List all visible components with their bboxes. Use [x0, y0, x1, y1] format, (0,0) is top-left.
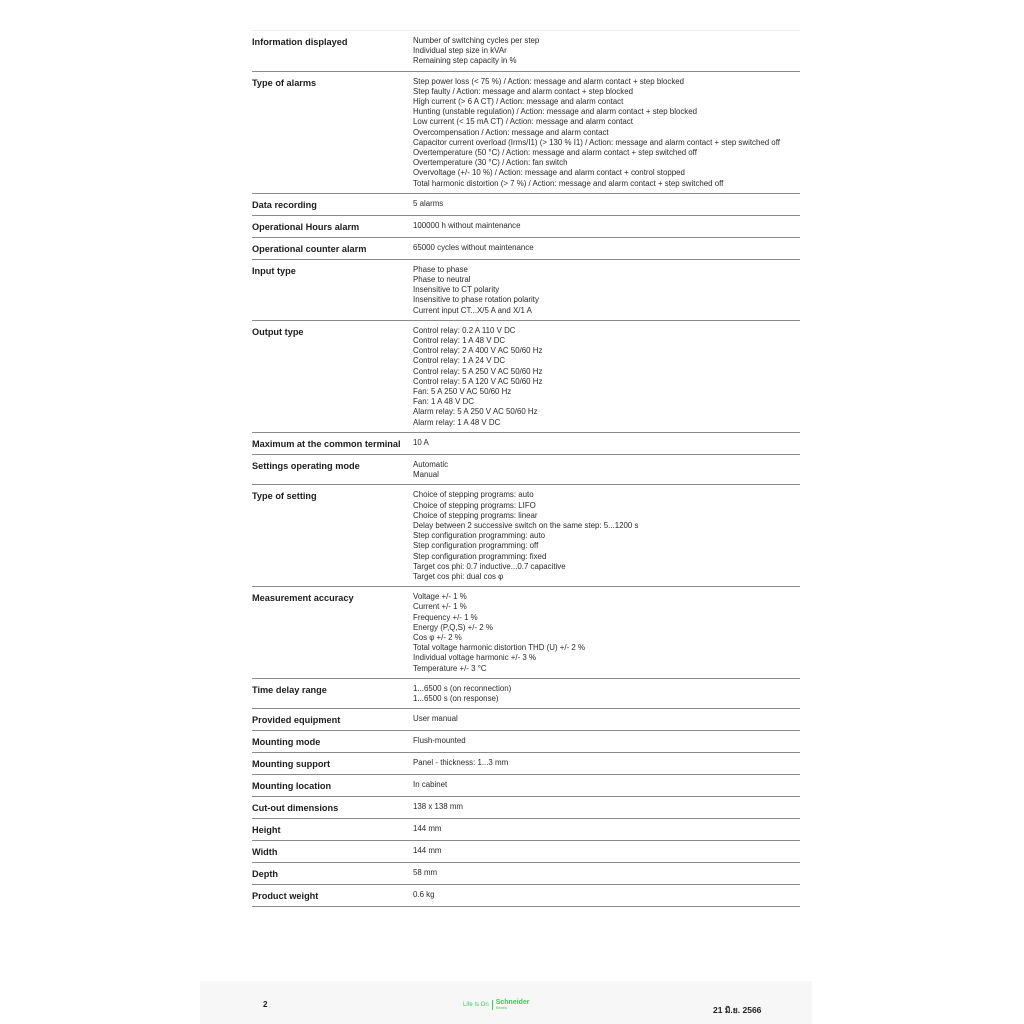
spec-value: 138 x 138 mm	[413, 802, 463, 812]
spec-value: 144 mm	[413, 846, 442, 856]
spec-value: High current (> 6 A CT) / Action: message and alarm contact	[413, 97, 624, 107]
spec-value: Number of switching cycles per step	[413, 36, 540, 45]
spec-label: Height	[252, 825, 281, 836]
spec-label: Mounting location	[252, 781, 332, 792]
spec-value: Control relay: 1 A 24 V DC	[413, 356, 506, 366]
spec-values	[413, 890, 800, 902]
spec-value: Frequency +/- 1 %	[413, 612, 478, 622]
spec-value: Step faulty / Action: message and alarm contact + step blocked	[413, 86, 633, 96]
spec-values	[413, 824, 800, 836]
spec-value: 1...6500 s (on response)	[413, 693, 499, 703]
footer-date: 21 มิ.ย. 2566	[713, 1005, 762, 1015]
spec-row	[252, 320, 800, 432]
spec-label: Settings operating mode	[252, 460, 360, 471]
spec-row	[252, 708, 800, 730]
spec-values	[413, 221, 800, 233]
spec-values	[413, 490, 800, 582]
spec-label: Time delay range	[252, 684, 327, 695]
spec-values	[413, 243, 800, 255]
spec-value: Insensitive to phase rotation polarity	[413, 295, 539, 305]
spec-value: Total voltage harmonic distortion THD (U) +/- 2 %	[413, 643, 585, 653]
spec-row	[252, 840, 800, 862]
spec-label: Mounting support	[252, 759, 331, 770]
spec-value: Phase to neutral	[413, 275, 471, 285]
spec-value: Energy (P,Q,S) +/- 2 %	[413, 622, 493, 632]
spec-value: Delay between 2 successive switch on the same step: 5...1200 s	[413, 520, 639, 530]
spec-value: Alarm relay: 1 A 48 V DC	[413, 417, 501, 427]
spec-value: Step configuration programming: auto	[413, 531, 546, 541]
spec-values	[413, 592, 800, 674]
spec-value: Alarm relay: 5 A 250 V AC 50/60 Hz	[413, 407, 538, 417]
spec-value: Step power loss (< 75 %) / Action: message and alarm contact + step blocked	[413, 76, 685, 86]
spec-value: Target cos phi: dual cos φ	[413, 571, 504, 581]
spec-row	[252, 484, 800, 586]
spec-label: Maximum at the common terminal	[252, 438, 401, 449]
spec-value: Fan: 5 A 250 V AC 50/60 Hz	[413, 387, 512, 397]
spec-value: Current +/- 1 %	[413, 602, 467, 612]
spec-label: Data recording	[252, 199, 317, 210]
spec-values	[413, 77, 800, 189]
spec-value: Control relay: 5 A 250 V AC 50/60 Hz	[413, 366, 543, 376]
spec-label: Product weight	[252, 891, 319, 902]
spec-value: Voltage +/- 1 %	[413, 592, 467, 602]
spec-row	[252, 454, 800, 484]
spec-row	[252, 774, 800, 796]
spec-row	[252, 678, 800, 708]
spec-value: Choice of stepping programs: LIFO	[413, 500, 536, 510]
spec-value: Hunting (unstable regulation) / Action: message and alarm contact + step blocked	[413, 107, 698, 117]
spec-values	[413, 326, 800, 428]
spec-row	[252, 818, 800, 840]
spec-values	[413, 438, 800, 450]
spec-value: Control relay: 1 A 48 V DC	[413, 336, 506, 346]
spec-label: Type of alarms	[252, 77, 317, 88]
spec-value: Remaining step capacity in %	[413, 56, 517, 66]
spec-value: Fan: 1 A 48 V DC	[413, 397, 474, 407]
spec-row	[252, 862, 800, 884]
spec-value: Choice of stepping programs: auto	[413, 490, 534, 500]
spec-value: Individual voltage harmonic +/- 3 %	[413, 653, 537, 663]
spec-label: Width	[252, 847, 278, 858]
spec-values	[413, 714, 800, 726]
spec-value: Control relay: 2 A 400 V AC 50/60 Hz	[413, 346, 543, 356]
brand-logo	[463, 999, 530, 1010]
spec-row	[252, 586, 800, 678]
spec-label: Output type	[252, 326, 304, 337]
spec-table	[252, 30, 800, 907]
spec-label: Information displayed	[252, 37, 348, 47]
spec-value: Insensitive to CT polarity	[413, 285, 500, 295]
spec-row	[252, 30, 800, 71]
spec-value: Overtemperature (30 °C) / Action: fan switch	[413, 158, 568, 168]
spec-value: 58 mm	[413, 868, 438, 878]
spec-value: Panel - thickness: 1...3 mm	[413, 758, 509, 768]
spec-row	[252, 730, 800, 752]
spec-value: Flush-mounted	[413, 736, 466, 746]
spec-value: Low current (< 15 mA CT) / Action: message and alarm contact	[413, 117, 633, 127]
spec-value: Control relay: 0.2 A 110 V DC	[413, 325, 516, 335]
spec-value: Overcompensation / Action: message and alarm contact	[413, 127, 609, 137]
spec-value: User manual	[413, 714, 458, 724]
spec-row	[252, 237, 800, 259]
spec-label: Provided equipment	[252, 715, 341, 726]
spec-row	[252, 884, 800, 907]
spec-label: Measurement accuracy	[252, 593, 354, 604]
spec-values	[413, 736, 800, 748]
spec-value: 65000 cycles without maintenance	[413, 242, 534, 252]
spec-value: Cos φ +/- 2 %	[413, 632, 462, 642]
spec-value: Individual step size in kVAr	[413, 46, 507, 56]
spec-values	[413, 684, 800, 704]
spec-row	[252, 432, 800, 454]
spec-values	[413, 802, 800, 814]
page-footer	[200, 981, 812, 1024]
spec-value: Manual	[413, 470, 439, 480]
spec-value: In cabinet	[413, 780, 448, 790]
spec-value: 1...6500 s (on reconnection)	[413, 683, 512, 693]
logo-brand	[496, 999, 530, 1010]
logo-tagline: Life Is On	[463, 1001, 489, 1008]
spec-row	[252, 193, 800, 215]
spec-value: Control relay: 5 A 120 V AC 50/60 Hz	[413, 376, 543, 386]
spec-value: Temperature +/- 3 °C	[413, 663, 487, 673]
logo-brand-name: Schneider	[495, 999, 530, 1006]
spec-value: 144 mm	[413, 824, 442, 834]
logo-divider	[492, 1000, 493, 1010]
spec-value: 100000 h without maintenance	[413, 220, 521, 230]
spec-values	[413, 846, 800, 858]
spec-values	[413, 265, 800, 316]
spec-label: Type of setting	[252, 491, 317, 502]
spec-row	[252, 259, 800, 320]
spec-value: Current input CT...X/5 A and X/1 A	[413, 305, 532, 315]
spec-value: Choice of stepping programs: linear	[413, 510, 538, 520]
spec-value: 5 alarms	[413, 198, 444, 208]
spec-value: Target cos phi: 0.7 inductive...0.7 capacitive	[413, 561, 566, 571]
spec-value: Automatic	[413, 459, 449, 469]
spec-label: Operational counter alarm	[252, 243, 367, 254]
spec-value: Overvoltage (+/- 10 %) / Action: message and alarm contact + control stopped	[413, 168, 685, 178]
logo-brand-sub: Electric	[495, 1006, 508, 1010]
spec-label: Operational Hours alarm	[252, 221, 360, 232]
spec-row	[252, 796, 800, 818]
spec-value: Overtemperature (50 °C) / Action: message and alarm contact + step switched off	[413, 148, 697, 158]
spec-value: 0.6 kg	[413, 890, 435, 900]
spec-value: Total harmonic distortion (> 7 %) / Action: message and alarm contact + step switched off	[413, 178, 724, 188]
spec-value: Step configuration programming: off	[413, 541, 539, 551]
spec-row	[252, 215, 800, 237]
spec-label: Input type	[252, 265, 296, 276]
spec-values	[413, 868, 800, 880]
spec-values	[413, 780, 800, 792]
page-number: 2	[263, 1000, 268, 1009]
spec-value: 10 A	[413, 437, 429, 447]
spec-values	[413, 758, 800, 770]
spec-values	[413, 36, 800, 67]
spec-label: Mounting mode	[252, 737, 321, 748]
spec-label: Cut-out dimensions	[252, 803, 339, 814]
spec-values	[413, 460, 800, 480]
spec-values	[413, 199, 800, 211]
spec-label: Depth	[252, 869, 279, 880]
spec-row	[252, 752, 800, 774]
spec-value: Phase to phase	[413, 264, 468, 274]
spec-row	[252, 71, 800, 193]
spec-value: Capacitor current overload (Irms/I1) (> 130 % I1) / Action: message and alarm contact + step switched off	[413, 137, 780, 147]
spec-value: Step configuration programming: fixed	[413, 551, 547, 561]
